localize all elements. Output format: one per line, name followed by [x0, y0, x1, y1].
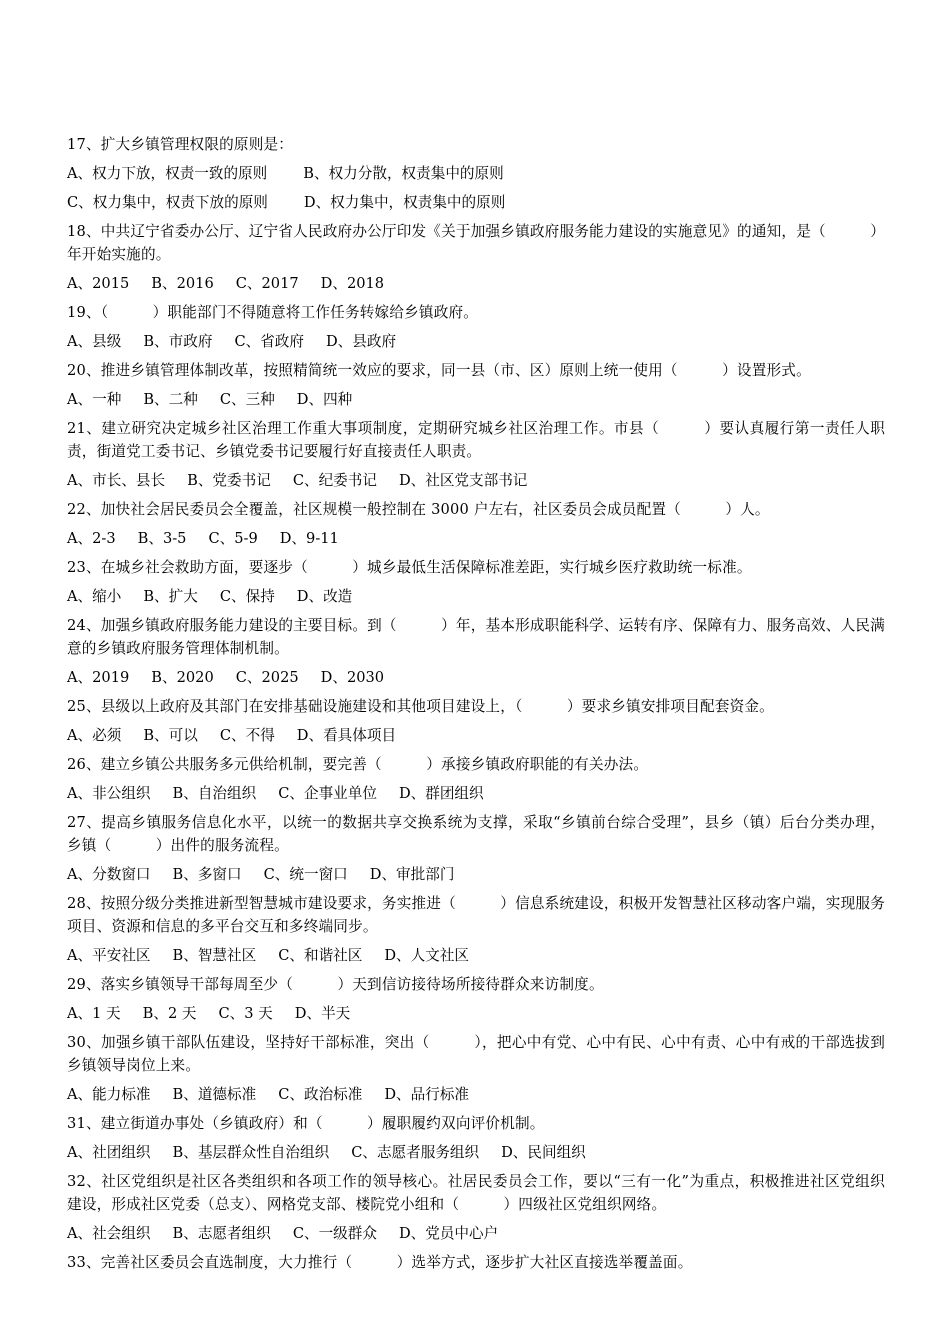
question-29: 29、落实乡镇领导干部每周至少（ ）天到信访接待场所接待群众来访制度。	[67, 976, 604, 993]
option-d: D、群团组织	[398, 785, 484, 802]
option-c: C、政治标准	[278, 1086, 363, 1103]
question-32-options	[67, 1222, 885, 1245]
option-b: B、2016	[151, 275, 214, 292]
option-a: A、2-3	[67, 530, 116, 547]
question-31: 31、建立街道办事处（乡镇政府）和（ ）履职履约双向评价机制。	[67, 1115, 545, 1132]
question-32: 32、社区党组织是社区各类组织和各项工作的领导核心。社居民委员会工作，要以“三有一化”为重点，积极推进社区党组织建设，形成社区党委（总支）、网格党支部、楼院党小组和（ ）四级社区党组织网络。	[67, 1173, 885, 1213]
question-26-options	[67, 782, 885, 805]
option-b: B、多窗口	[172, 866, 242, 883]
option-b: B、3-5	[137, 530, 187, 547]
question-24-options	[67, 666, 885, 689]
document-page	[67, 133, 885, 1280]
option-d: D、民间组织	[501, 1144, 586, 1161]
question-30-options	[67, 1083, 885, 1106]
option-d: D、9-11	[279, 530, 339, 547]
question-23-options	[67, 585, 885, 608]
option-b: B、市政府	[143, 333, 213, 350]
option-b: B、自治组织	[172, 785, 257, 802]
question-33: 33、完善社区委员会直选制度，大力推行（ ）选举方式，逐步扩大社区直接选举覆盖面。	[67, 1254, 693, 1271]
question-18-options	[67, 272, 885, 295]
question-20-options	[67, 388, 885, 411]
question-17-options-row-2	[67, 191, 885, 214]
question-28: 28、按照分级分类推进新型智慧城市建设要求，务实推进（ ）信息系统建设，积极开发智慧社区移动客户端，实现服务项目、资源和信息的多平台交互和多终端同步。	[67, 895, 885, 935]
question-23: 23、在城乡社会救助方面，要逐步（ ）城乡最低生活保障标准差距，实行城乡医疗救助统一标准。	[67, 559, 752, 576]
option-a: A、县级	[67, 333, 122, 350]
option-b: B、可以	[143, 727, 198, 744]
option-d: D、看具体项目	[296, 727, 397, 744]
option-c: C、2025	[235, 669, 299, 686]
question-18: 18、中共辽宁省委办公厅、辽宁省人民政府办公厅印发《关于加强乡镇政府服务能力建设的实施意见》的通知，是（ ）年开始实施的。	[67, 223, 885, 263]
question-21-options	[67, 469, 885, 492]
option-b: B、2 天	[142, 1005, 197, 1022]
option-a: A、必须	[67, 727, 122, 744]
option-a: A、社会组织	[67, 1225, 151, 1242]
option-a: A、分数窗口	[67, 866, 151, 883]
question-27-options	[67, 863, 885, 886]
option-c: C、省政府	[234, 333, 304, 350]
option-b: B、权力分散，权责集中的原则	[303, 165, 504, 182]
option-c: C、3 天	[218, 1005, 273, 1022]
option-b: B、智慧社区	[172, 947, 257, 964]
option-d: D、县政府	[325, 333, 397, 350]
question-21: 21、建立研究决定城乡社区治理工作重大事项制度，定期研究城乡社区治理工作。市县（ ）要认真履行第一责任人职责，街道党工委书记、乡镇党委书记要履行好直接责任人职责。	[67, 420, 885, 460]
option-d: D、半天	[294, 1005, 351, 1022]
option-a: A、市长、县长	[67, 472, 166, 489]
question-22: 22、加快社会居民委员会全覆盖，社区规模一般控制在 3000 户左右，社区委员会成员配置（ ）人。	[67, 501, 770, 518]
question-25-options	[67, 724, 885, 747]
option-d: D、改造	[296, 588, 353, 605]
option-c: C、企事业单位	[278, 785, 377, 802]
question-22-options	[67, 527, 885, 550]
option-b: B、志愿者组织	[172, 1225, 271, 1242]
option-a: A、1 天	[67, 1005, 121, 1022]
question-31-options	[67, 1141, 885, 1164]
option-c: C、纪委书记	[292, 472, 377, 489]
option-a: A、权力下放，权责一致的原则	[67, 165, 268, 182]
option-b: B、道德标准	[172, 1086, 257, 1103]
option-c: C、5-9	[208, 530, 258, 547]
option-d: D、权力集中，权责集中的原则	[303, 194, 506, 211]
option-c: C、保持	[219, 588, 275, 605]
option-a: A、非公组织	[67, 785, 151, 802]
option-c: C、统一窗口	[263, 866, 348, 883]
option-c: C、不得	[219, 727, 275, 744]
option-c: C、志愿者服务组织	[351, 1144, 480, 1161]
option-a: A、能力标准	[67, 1086, 151, 1103]
option-d: D、审批部门	[369, 866, 455, 883]
option-a: A、缩小	[67, 588, 122, 605]
option-c: C、三种	[219, 391, 275, 408]
option-a: A、一种	[67, 391, 122, 408]
option-c: C、2017	[235, 275, 299, 292]
option-d: D、党员中心户	[398, 1225, 499, 1242]
option-d: D、人文社区	[384, 947, 470, 964]
option-b: B、基层群众性自治组织	[172, 1144, 330, 1161]
question-17-options-row-1	[67, 162, 885, 185]
option-d: D、2018	[320, 275, 385, 292]
question-24: 24、加强乡镇政府服务能力建设的主要目标。到（ ）年，基本形成职能科学、运转有序、保障有力、服务高效、人民满意的乡镇政府服务管理体制机制。	[67, 617, 885, 657]
question-29-options	[67, 1002, 885, 1025]
question-25: 25、县级以上政府及其部门在安排基础设施建设和其他项目建设上，（ ）要求乡镇安排项目配套资金。	[67, 698, 774, 715]
option-d: D、2030	[320, 669, 385, 686]
question-19-options	[67, 330, 885, 353]
question-19: 19、（ ）职能部门不得随意将工作任务转嫁给乡镇政府。	[67, 304, 479, 321]
option-c: C、权力集中，权责下放的原则	[67, 194, 268, 211]
question-28-options	[67, 944, 885, 967]
option-a: A、2019	[67, 669, 130, 686]
option-b: B、二种	[143, 391, 198, 408]
question-20: 20、推进乡镇管理体制改革，按照精简统一效应的要求，同一县（市、区）原则上统一使用（ ）设置形式。	[67, 362, 811, 379]
question-27: 27、提高乡镇服务信息化水平，以统一的数据共享交换系统为支撑，采取“乡镇前台综合受理”，县乡（镇）后台分类办理，乡镇（ ）出件的服务流程。	[67, 814, 885, 854]
option-a: A、平安社区	[67, 947, 151, 964]
option-d: D、四种	[296, 391, 353, 408]
option-b: B、扩大	[143, 588, 198, 605]
option-a: A、2015	[67, 275, 130, 292]
option-c: C、一级群众	[292, 1225, 377, 1242]
option-d: D、品行标准	[384, 1086, 470, 1103]
option-b: B、党委书记	[187, 472, 271, 489]
option-b: B、2020	[151, 669, 214, 686]
question-17: 17、扩大乡镇管理权限的原则是：	[67, 136, 294, 153]
question-26: 26、建立乡镇公共服务多元供给机制，要完善（ ）承接乡镇政府职能的有关办法。	[67, 756, 649, 773]
option-c: C、和谐社区	[278, 947, 363, 964]
option-a: A、社团组织	[67, 1144, 151, 1161]
question-30: 30、加强乡镇干部队伍建设，坚持好干部标准，突出（ ），把心中有党、心中有民、心中有责、心中有戒的干部选拔到乡镇领导岗位上来。	[67, 1034, 885, 1074]
option-d: D、社区党支部书记	[398, 472, 528, 489]
